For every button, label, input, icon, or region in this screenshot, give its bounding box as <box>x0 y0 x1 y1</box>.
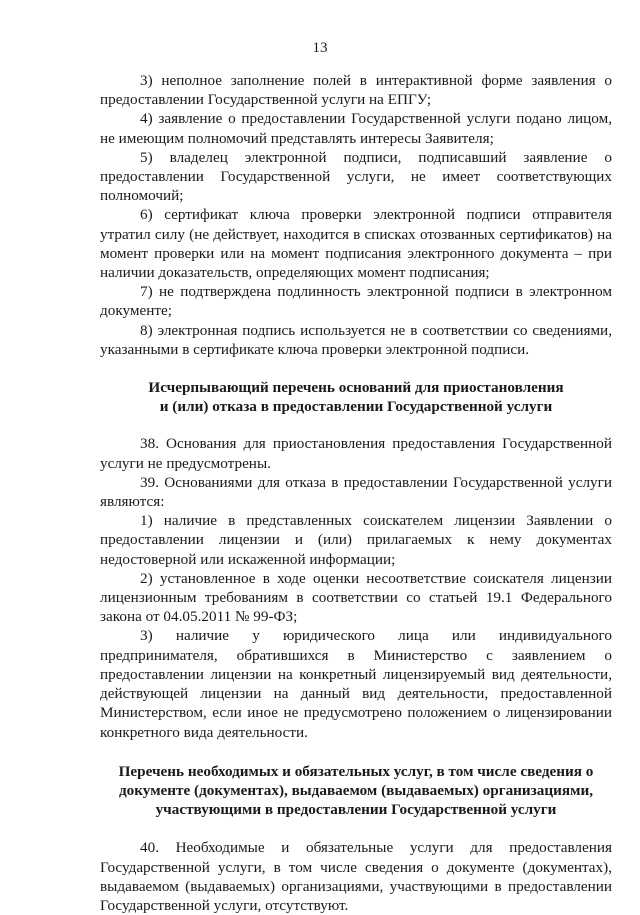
section-heading-line: Исчерпывающий перечень оснований для приостановления <box>148 379 564 397</box>
section-heading-line: Перечень необходимых и обязательных услуг, в том числе сведения о <box>118 762 594 780</box>
section-heading-line: участвующими в предоставлении Государственной услуги <box>155 801 557 819</box>
paragraph-39: 39. Основаниями для отказа в предоставлении Государственной услуги являются: <box>100 473 612 511</box>
paragraph-40: 40. Необходимые и обязательные услуги для предоставления Государственной услуги, в том числе сведения о документе (документах), выдаваемом (выдаваемых) организациями, участвующими в предоставлении Государственной услуги, отсутствуют. <box>100 839 612 914</box>
list-item: 7) не подтверждена подлинность электронной подписи в электронном документе; <box>100 283 612 320</box>
section-heading-services <box>100 762 612 820</box>
list-item: 3) наличие у юридического лица или индивидуального предпринимателя, обратившихся в Министерство с заявлением о предоставлении лицензии на конкретный лицензируемый вид деятельности, действующей лицензии на данный вид деятельности, предоставленной Министерством, если иное не предусмотрено положением о лицензировании конкретного вида деятельности. <box>100 627 612 741</box>
list-item: 8) электронная подпись используется не в соответствии со сведениями, указанными в сертификате ключа проверки электронной подписи. <box>100 321 612 358</box>
page-number: 13 <box>312 40 328 56</box>
list-item: 6) сертификат ключа проверки электронной подписи отправителя утратил силу (не действует, находится в списках отозванных сертификатов) на момент проверки или на момент подписания электронного документа – при наличии доказательств, определяющих момент подписания; <box>100 206 612 282</box>
list-item: 5) владелец электронной подписи, подписавший заявление о предоставлении Государственной услуги, не имеет соответствующих полномочий; <box>100 148 612 205</box>
list-item: 3) неполное заполнение полей в интерактивной форме заявления о предоставлении Государственной услуги на ЕПГУ; <box>100 72 612 109</box>
section-heading-line: и (или) отказа в предоставлении Государственной услуги <box>159 398 553 416</box>
list-item: 2) установленное в ходе оценки несоответствие соискателя лицензии лицензионным требованиям в соответствии со статьей 19.1 Федерального закона от 04.05.2011 № 99-ФЗ; <box>100 569 612 626</box>
section-heading-line: документе (документах), выдаваемом (выдаваемых) организациями, <box>118 781 593 799</box>
list-item: 4) заявление о предоставлении Государственной услуги подано лицом, не имеющим полномочий представлять интересы Заявителя; <box>100 110 612 147</box>
paragraph-38: 38. Основания для приостановления предоставления Государственной услуги не предусмотрены. <box>100 435 612 472</box>
list-item: 1) наличие в представленных соискателем лицензии Заявлении о предоставлении лицензии и (или) прилагаемых к нему документах недостоверной или искаженной информации; <box>100 512 612 568</box>
section-heading-grounds <box>100 378 612 416</box>
document-body <box>100 71 612 915</box>
